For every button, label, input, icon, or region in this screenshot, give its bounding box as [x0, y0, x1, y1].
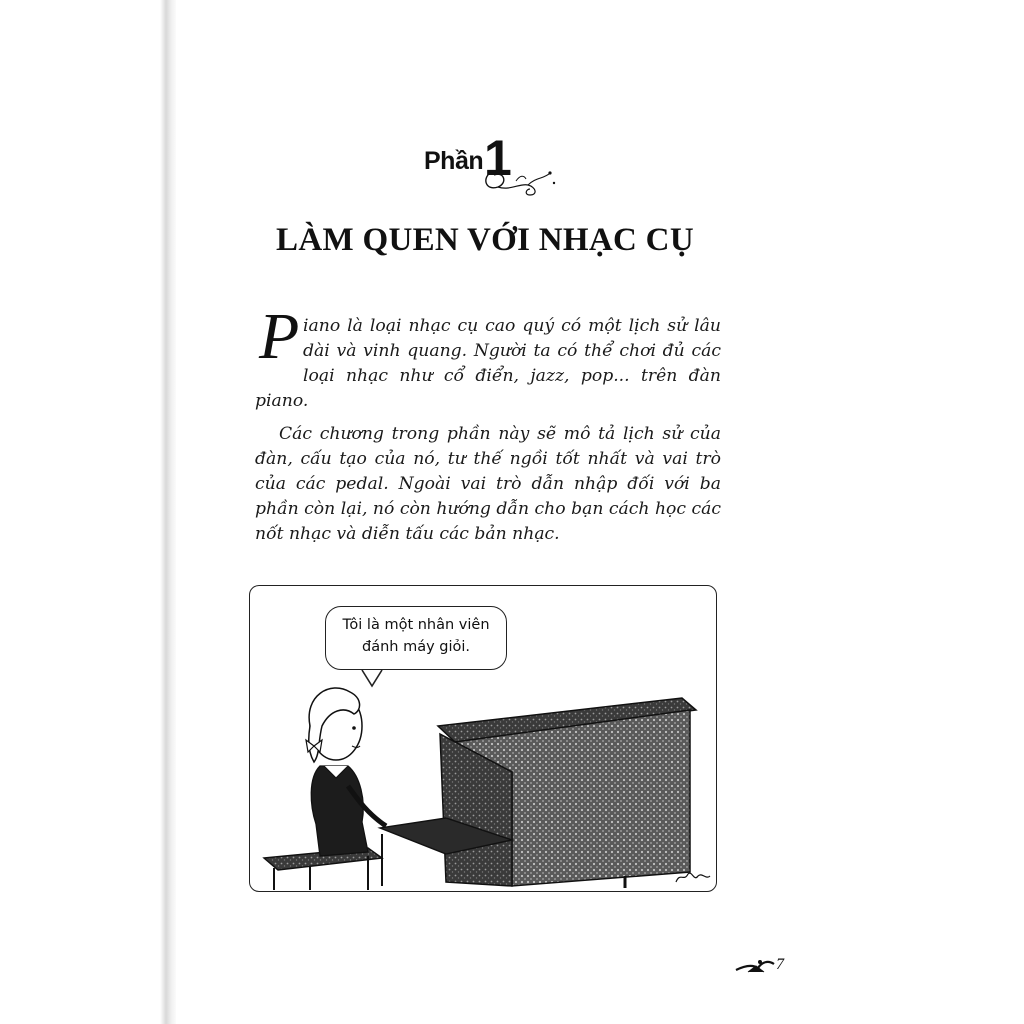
- girl-eye: [352, 726, 356, 730]
- drop-cap-letter: P: [259, 300, 300, 373]
- intro-paragraph-1: [255, 300, 721, 414]
- cartoon-illustration: [249, 585, 717, 892]
- speech-line-2: đánh máy giỏi.: [361, 639, 471, 655]
- intro-text: [255, 300, 721, 547]
- page-number: 7: [776, 956, 784, 973]
- drop-cap: [255, 300, 301, 373]
- speech-bubble-tail: [362, 670, 382, 686]
- artist-signature: [676, 873, 710, 882]
- girl-dress: [311, 766, 368, 856]
- page-ornament-icon: [734, 954, 778, 978]
- chapter-title: LÀM QUEN VỚI NHẠC CỤ: [276, 222, 694, 258]
- flourish-ornament-icon: [480, 161, 560, 201]
- intro-paragraph-2: Các chương trong phần này sẽ mô tả lịch sử của đàn, cấu tạo của nó, tư thế ngồi tốt nhất và vai trò của các pedal. Ngoài vai trò dẫn nhập đối với ba phần còn lại, nó còn hướng dẫn cho bạn cách học các nốt nhạc và diễn tấu các bản nhạc.: [255, 424, 721, 544]
- speech-line-1: Tôi là một nhân viên: [342, 617, 490, 633]
- part-number: 1: [484, 130, 512, 186]
- part-label: Phần: [424, 147, 484, 175]
- speech-bubble: [325, 606, 507, 670]
- intro-paragraph-1-text: iano là loại nhạc cụ cao quý có một lịch sử lâu dài và vinh quang. Người ta có thể chơi đủ các loại nhạc như cổ điển, jazz, pop... trên đàn piano.: [255, 316, 721, 411]
- page-gutter-shadow: [0, 0, 176, 1024]
- part-heading: [424, 130, 564, 205]
